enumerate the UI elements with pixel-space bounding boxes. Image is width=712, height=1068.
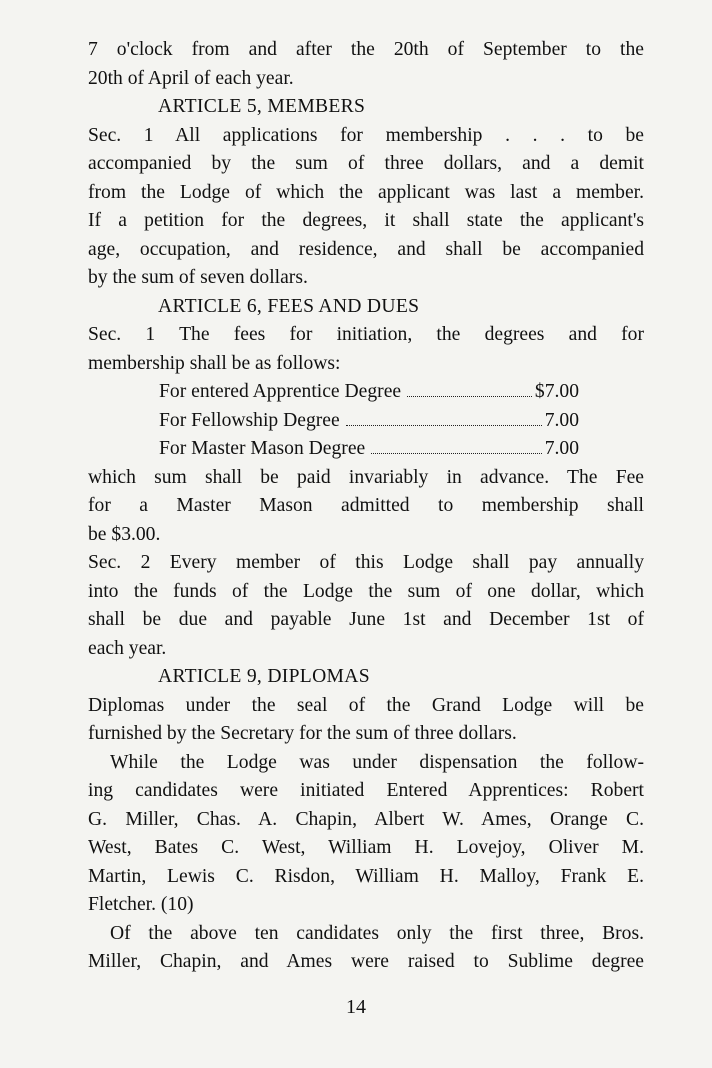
text-line: 7 o'clock from and after the 20th of September to the (88, 39, 644, 60)
text-line: West, Bates C. West, William H. Lovejoy, Oliver M. (88, 837, 644, 858)
heading-article-6: ARTICLE 6, FEES AND DUES (158, 295, 420, 317)
fee-label: For entered Apprentice Degree (159, 381, 402, 402)
text-line: shall be due and payable June 1st and December 1st of (88, 609, 644, 630)
text-line: age, occupation, and residence, and shall be accompanied (88, 238, 644, 260)
text-line: by the sum of seven dollars. (88, 267, 308, 288)
fee-label: For Fellowship Degree (159, 409, 340, 431)
text-line: into the funds of the Lodge the sum of one dollar, which (88, 580, 644, 602)
text-line: be $3.00. (88, 523, 161, 545)
dot-leader (371, 453, 541, 454)
fee-amount: $7.00 (534, 381, 579, 402)
text-line: membership shall be as follows: (88, 352, 341, 374)
text-line: Sec. 1 The fees for initiation, the degrees and for (88, 324, 644, 345)
text-line: Miller, Chapin, and Ames were raised to Sublime degree (88, 951, 644, 972)
text-line: accompanied by the sum of three dollars, and a demit (88, 153, 644, 174)
heading-article-9: ARTICLE 9, DIPLOMAS (158, 666, 370, 687)
text-line: Diplomas under the seal of the Grand Lodge will be (88, 694, 644, 716)
text-line: for a Master Mason admitted to membership shall (88, 495, 644, 516)
text-line: which sum shall be paid invariably in advance. The Fee (88, 466, 644, 488)
text-line: G. Miller, Chas. A. Chapin, Albert W. Ames, Orange C. (88, 808, 644, 830)
text-line: Of the above ten candidates only the first three, Bros. (110, 922, 644, 944)
text-line: Sec. 2 Every member of this Lodge shall pay annually (88, 552, 644, 573)
page-number: 14 (346, 996, 366, 1018)
heading-article-5: ARTICLE 5, MEMBERS (158, 96, 366, 117)
fee-amount: 7.00 (544, 438, 579, 459)
text-line: Sec. 1 All applications for membership . . . to be (88, 124, 644, 146)
text-line: 20th of April of each year. (88, 67, 294, 89)
fee-amount: 7.00 (544, 409, 579, 431)
text-line: ing candidates were initiated Entered Apprentices: Robert (88, 780, 644, 801)
text-line: While the Lodge was under dispensation the follow- (110, 751, 644, 773)
body-text (88, 36, 644, 977)
text-line: If a petition for the degrees, it shall state the applicant's (88, 210, 644, 231)
text-line: Fletcher. (10) (88, 894, 194, 915)
fee-row (88, 435, 579, 464)
fee-label: For Master Mason Degree (159, 438, 366, 459)
fee-row (88, 378, 579, 407)
text-line: Martin, Lewis C. Risdon, William H. Malloy, Frank E. (88, 865, 644, 887)
text-line: furnished by the Secretary for the sum of three dollars. (88, 723, 517, 744)
dot-leader (407, 396, 532, 397)
text-line: each year. (88, 637, 167, 659)
fee-row (88, 407, 579, 436)
dot-leader (346, 425, 542, 426)
text-line: from the Lodge of which the applicant was last a member. (88, 181, 644, 203)
